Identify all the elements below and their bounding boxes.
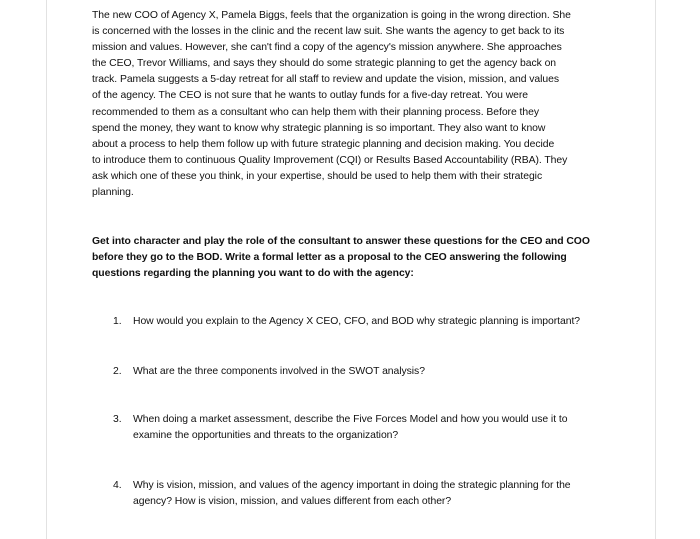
question-text bbox=[133, 314, 580, 330]
scenario-line: mission and values. However, she can't find a copy of the agency's mission anywhere. She approaches bbox=[92, 42, 562, 54]
question-line: How would you explain to the Agency X CEO, CFO, and BOD why strategic planning is important? bbox=[133, 316, 581, 327]
question-text bbox=[133, 412, 567, 444]
scenario-line: about a process to help them follow up with future strategic planning and decision making. You decide bbox=[92, 138, 555, 150]
question-line: When doing a market assessment, describe the Five Forces Model and how you would use it to bbox=[133, 414, 568, 425]
instructions-paragraph bbox=[92, 234, 617, 282]
question-text bbox=[133, 478, 571, 510]
instructions-line: Get into character and play the role of the consultant to answer these questions for the CEO and COO bbox=[92, 236, 590, 247]
question-number: 3. bbox=[113, 414, 122, 425]
scenario-line: the CEO, Trevor Williams, and says they should do some strategic planning to get the agency back on bbox=[92, 58, 557, 70]
instructions-line: questions regarding the planning you want to do with the agency: bbox=[92, 268, 414, 280]
scenario-line: spend the money, they want to know why strategic planning is so important. They also want to know bbox=[92, 122, 546, 134]
scenario-line: planning. bbox=[92, 187, 134, 199]
scenario-line: is concerned with the losses in the clinic and the recent law suit. She wants the agency to get back to its bbox=[92, 26, 565, 38]
question-line: Why is vision, mission, and values of the agency important in doing the strategic planning for the bbox=[133, 480, 571, 491]
scenario-line: of the agency. The CEO is not sure that he wants to outlay funds for a five-day retreat. You were bbox=[92, 90, 529, 102]
scenario-line: The new COO of Agency X, Pamela Biggs, feels that the organization is going in the wrong direction. She bbox=[92, 10, 571, 21]
page-edge-right bbox=[655, 0, 656, 539]
scenario-line: track. Pamela suggests a 5-day retreat for all staff to review and update the vision, mission, and values bbox=[92, 74, 560, 86]
scenario-line: to introduce them to continuous Quality Improvement (CQI) or Results Based Accountability (RBA). They bbox=[92, 154, 568, 166]
scenario-line: ask which one of these you think, in your expertise, should be used to help them with their strategic bbox=[92, 170, 543, 182]
scenario-paragraph bbox=[92, 8, 612, 201]
question-number: 4. bbox=[113, 480, 122, 491]
question-number: 2. bbox=[113, 366, 122, 377]
question-line: What are the three components involved in the SWOT analysis? bbox=[133, 366, 425, 377]
question-line: agency? How is vision, mission, and values different from each other? bbox=[133, 496, 452, 508]
question-number: 1. bbox=[113, 316, 122, 327]
question-line: examine the opportunities and threats to the organization? bbox=[133, 430, 399, 442]
instructions-line: before they go to the BOD. Write a formal letter as a proposal to the CEO answering the following bbox=[92, 252, 567, 264]
question-text bbox=[133, 364, 425, 380]
scenario-line: recommended to them as a consultant who can help them with their planning process. Before they bbox=[92, 106, 539, 118]
page-edge-left bbox=[46, 0, 47, 539]
